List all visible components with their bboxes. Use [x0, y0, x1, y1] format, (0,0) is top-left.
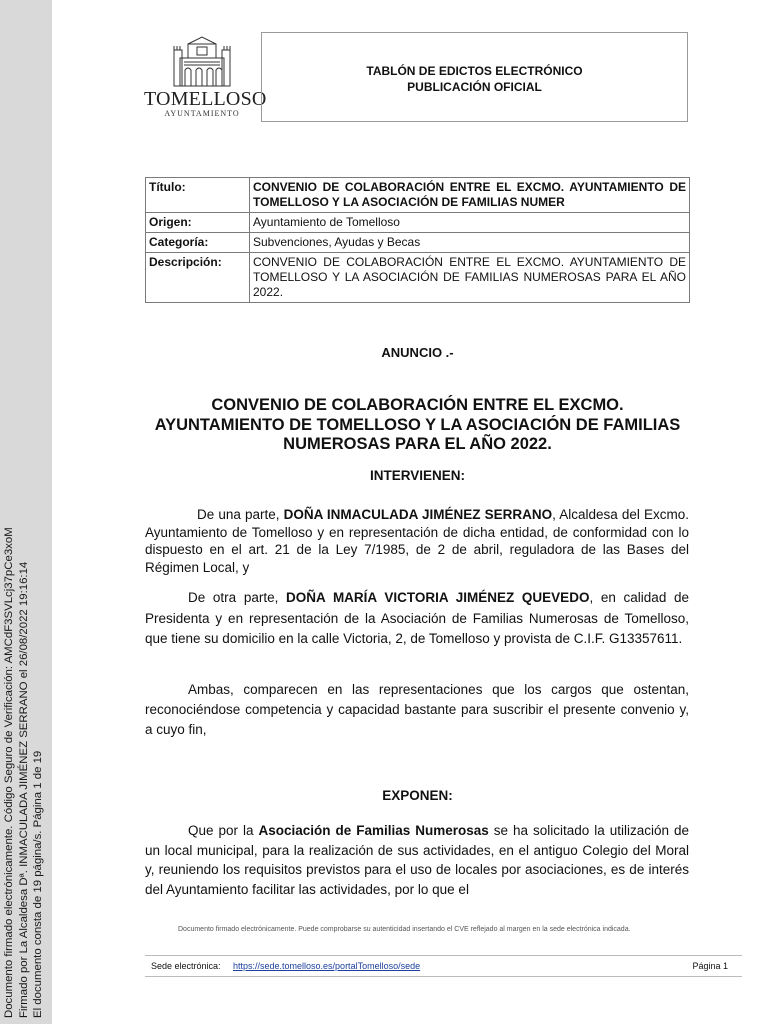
p4-text-post: se ha solicitado la utilización de un local municipal, para la realización de sus actividades, en el antiguo Colegio del Moral y, reuniendo los requisitos previstos para el uso de locales por asociaciones, es de interés del Ayuntamiento facilitar las actividades, por lo que el — [145, 823, 689, 897]
signature-text — [2, 498, 52, 1018]
footnote-text: Documento firmado electrónicamente. Puede comprobarse su autenticidad insertando el CVE reflejado al margen en la sede electrónica indicada. — [178, 926, 631, 933]
anuncio-heading: ANUNCIO .- — [381, 345, 454, 360]
p2-text-pre: De otra parte, — [188, 590, 287, 605]
paragraph-party-2 — [145, 588, 689, 650]
document-title-line-1: CONVENIO DE COLABORACIÓN ENTRE EL EXCMO. — [211, 396, 624, 414]
origen-label: Origen: — [146, 213, 250, 233]
table-row — [146, 253, 690, 303]
intervienen-heading: INTERVIENEN: — [369, 468, 465, 483]
document-title-line-3: NUMEROSAS PARA EL AÑO 2022. — [283, 435, 552, 453]
descripcion-label: Descripción: — [146, 253, 250, 303]
page-footer — [145, 955, 742, 977]
p2-text-post: , en calidad de Presidenta y en representación de la Asociación de Familias Numerosas de Tomelloso, que tiene su domicilio en la calle Victoria, 2, de Tomelloso y provista de C.I.F. G13357611. — [145, 590, 689, 646]
paragraph-ambas: Ambas, comparecen en las representaciones que los cargos que ostentan, reconociéndose competencia y capacidad bastante para suscribir el presente convenio y, a cuyo fin, — [145, 682, 689, 737]
p1-text-pre: De una parte, — [197, 507, 284, 522]
header-subtitle: PUBLICACIÓN OFICIAL — [407, 80, 542, 94]
p1-text-post: , Alcaldesa del Excmo. Ayuntamiento de Tomelloso y en representación de dicha entidad, de conformidad con lo dispuesto en el art. 21 de la Ley 7/1985, de 2 de abril, reguladora de las Bases del Régimen Local, y — [145, 507, 689, 575]
signature-line-1: Documento firmado electrónicamente. Código Seguro de Verificación: AMCdF3SVLcj37pCe3xoM — [3, 527, 15, 1018]
tomelloso-logo — [144, 36, 267, 120]
table-row — [146, 233, 690, 253]
table-row — [146, 178, 690, 213]
header-title: TABLÓN DE EDICTOS ELECTRÓNICO — [366, 64, 583, 78]
p2-name: DOÑA MARÍA VICTORIA JIMÉNEZ QUEVEDO — [286, 590, 590, 605]
signature-line-3: El documento consta de 19 página/s. Página 1 de 19 — [32, 750, 44, 1018]
titulo-label: Título: — [146, 178, 250, 213]
origen-value: Ayuntamiento de Tomelloso — [250, 213, 690, 233]
sede-label: Sede electrónica: — [151, 961, 221, 971]
titulo-value: CONVENIO DE COLABORACIÓN ENTRE EL EXCMO. AYUNTAMIENTO DE TOMELLOSO Y LA ASOCIACIÓN DE FAMILIAS NUMER — [250, 178, 690, 213]
p4-name: Asociación de Familias Numerosas — [258, 823, 489, 838]
signature-sidebar — [0, 0, 52, 1024]
logo-subtitle: AYUNTAMIENTO — [164, 109, 240, 118]
paragraph-exponen — [145, 821, 689, 899]
paragraph-party-1 — [145, 506, 689, 576]
p4-text-pre: Que por la — [188, 823, 259, 838]
header-box — [261, 32, 688, 122]
document-title — [145, 396, 690, 455]
document-title-line-2: AYUNTAMIENTO DE TOMELLOSO Y LA ASOCIACIÓN DE FAMILIAS — [154, 415, 681, 434]
signature-line-2: Firmado por La Alcaldesa Dª. INMACULADA JIMÉNEZ SERRANO el 26/08/2022 19:16:14 — [17, 561, 30, 1018]
verification-footnote — [145, 924, 690, 935]
categoria-value: Subvenciones, Ayudas y Becas — [250, 233, 690, 253]
logo-name: TOMELLOSO — [144, 88, 267, 110]
exponen-heading: EXPONEN: — [382, 788, 453, 803]
town-hall-icon — [144, 36, 260, 88]
table-row — [146, 213, 690, 233]
sede-link[interactable]: https://sede.tomelloso.es/portalTomelloso/sede — [233, 961, 421, 971]
descripcion-value: CONVENIO DE COLABORACIÓN ENTRE EL EXCMO. AYUNTAMIENTO DE TOMELLOSO Y LA ASOCIACIÓN DE FAMILIAS NUMEROSAS PARA EL AÑO 2022. — [250, 253, 690, 303]
categoria-label: Categoría: — [146, 233, 250, 253]
p1-name: DOÑA INMACULADA JIMÉNEZ SERRANO — [283, 507, 553, 522]
metadata-table — [145, 177, 690, 303]
page-number: Página 1 — [692, 961, 728, 971]
